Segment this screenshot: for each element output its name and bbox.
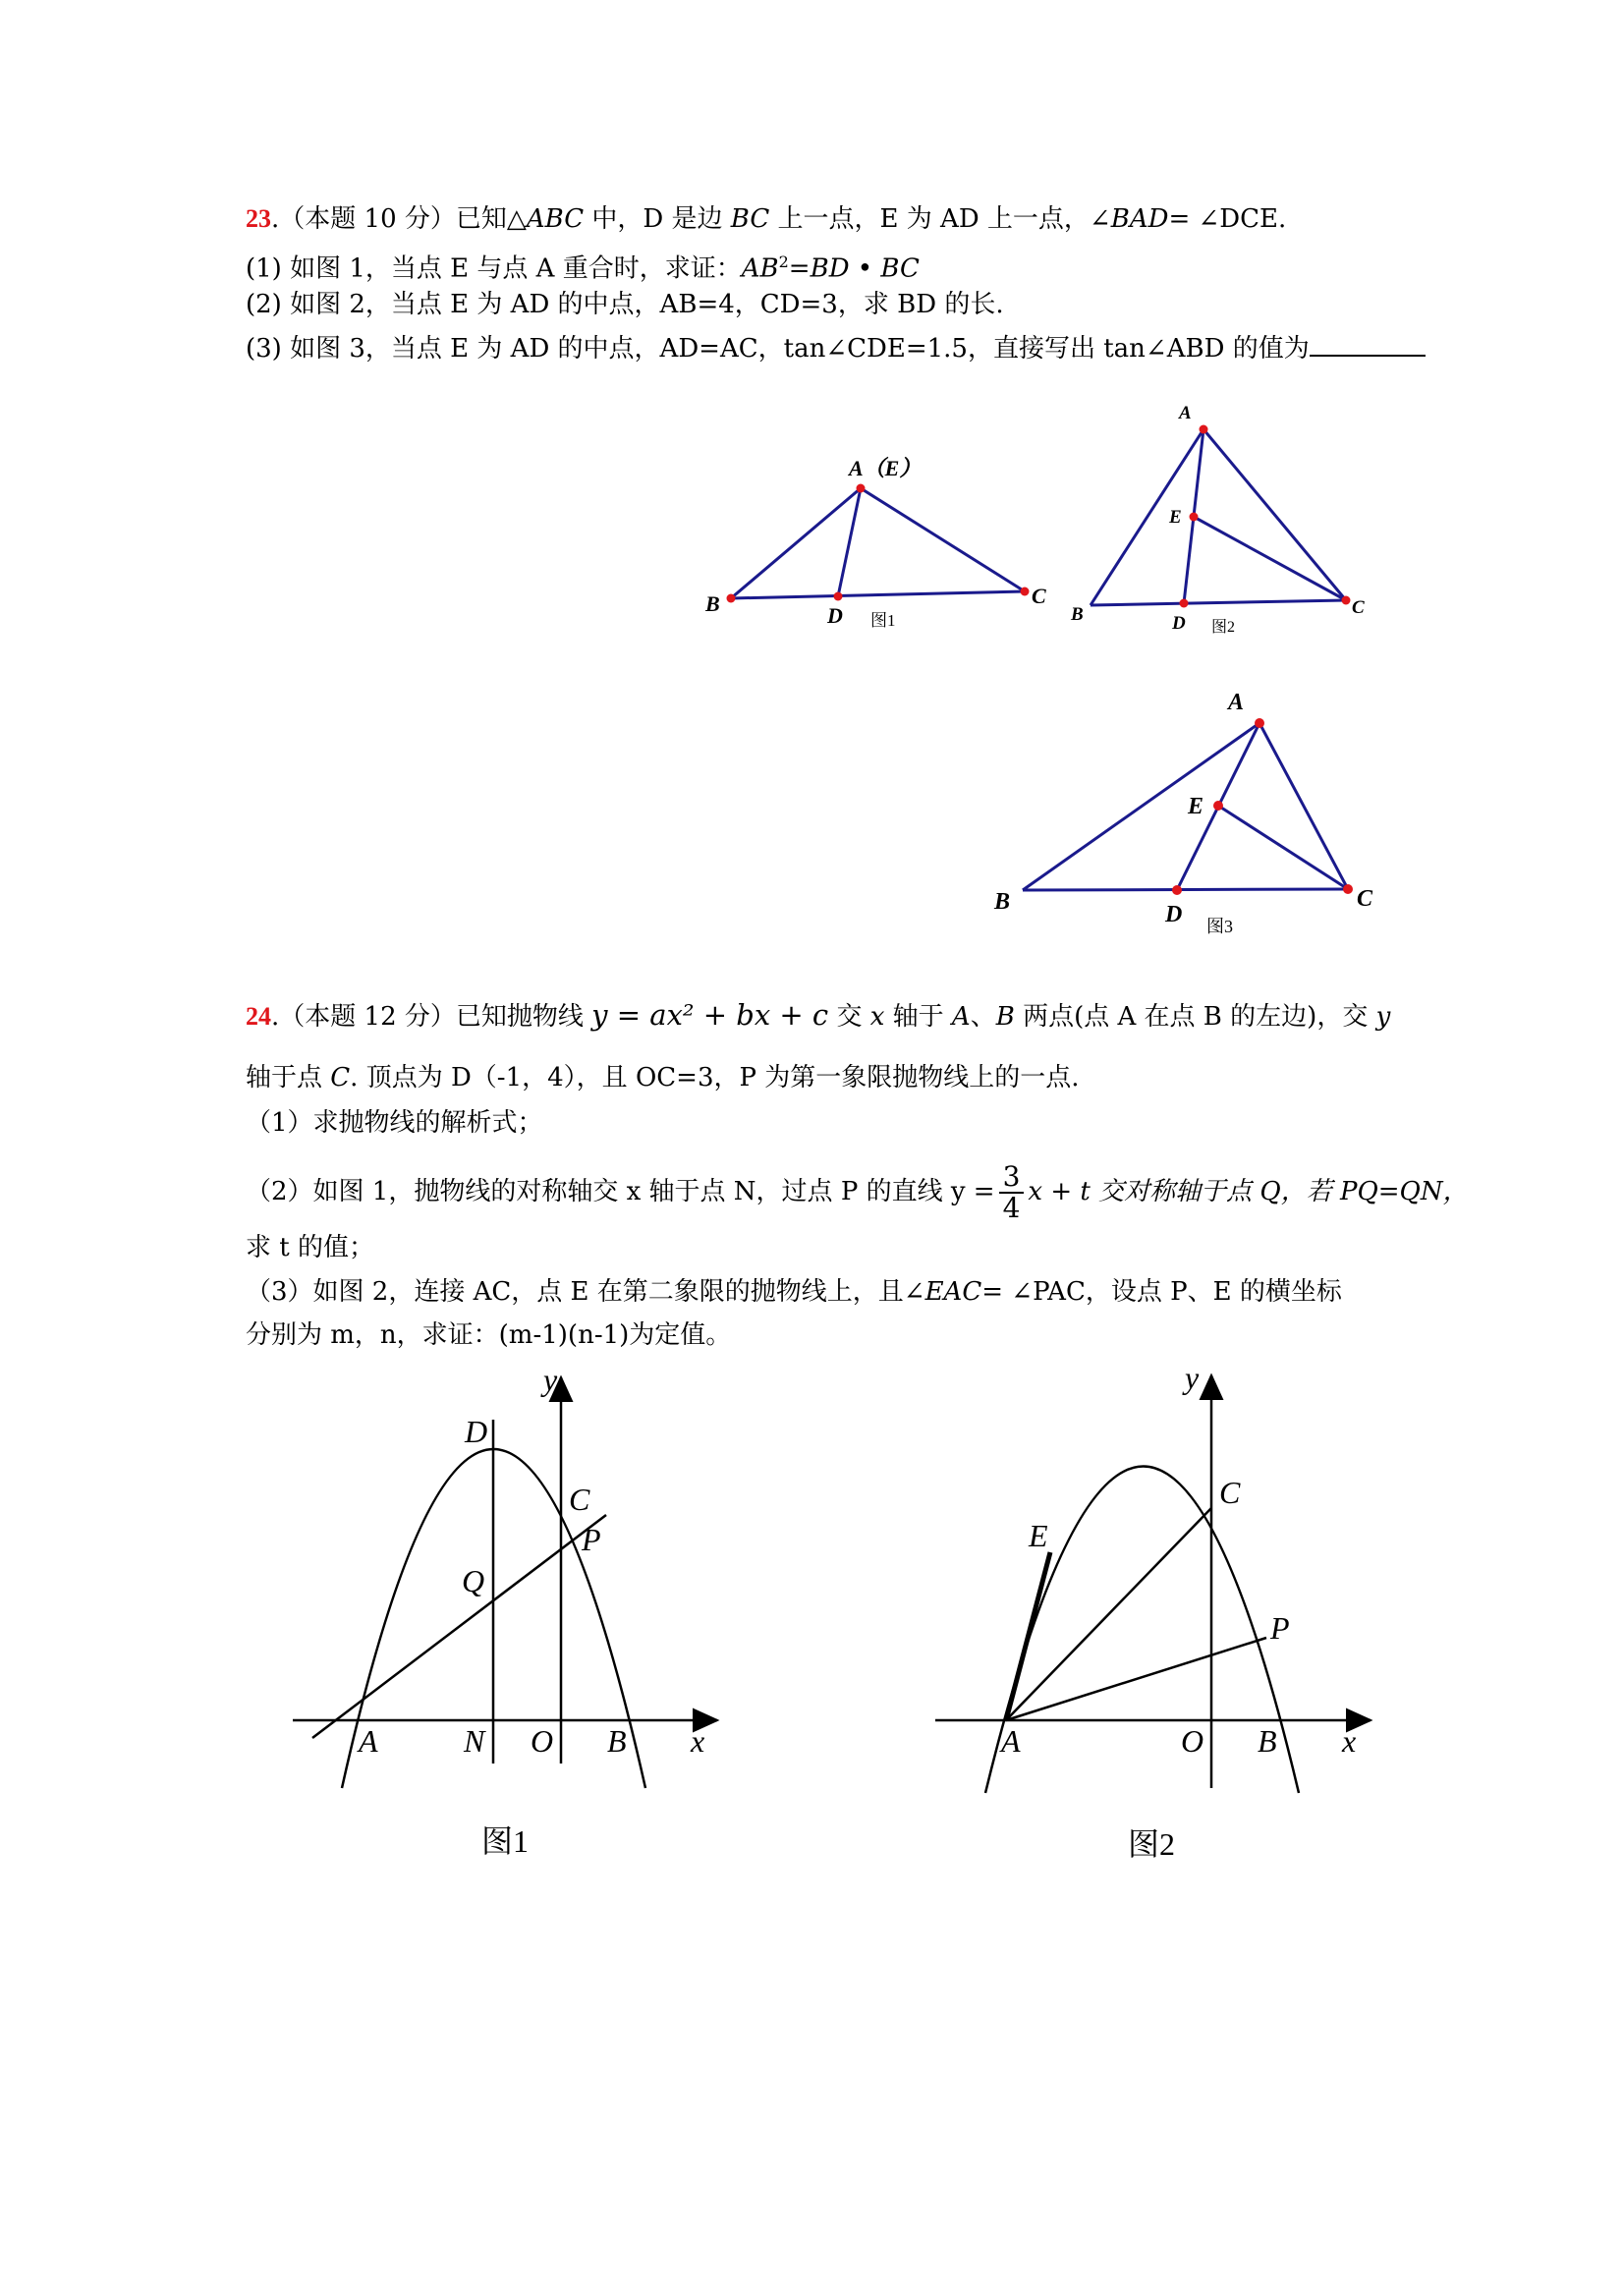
y-axis-label: y — [1185, 1360, 1200, 1395]
q24-line-6: （3）如图 2，连接 AC，点 E 在第二象限的抛物线上，且∠EAC= ∠PAC，设点 P、E 的横坐标 — [246, 1277, 1342, 1307]
fig3-caption: 图3 — [1206, 917, 1233, 936]
fraction-three-quarters: $\frac{3}{4}$ — [999, 1162, 1025, 1223]
label-C: C — [1032, 584, 1046, 608]
q24-figure-1 — [293, 1377, 717, 1788]
q23-figure-1 — [731, 488, 1025, 598]
q24-line-4: （2）如图 1，抛物线的对称轴交 x 轴于点 N，过点 P 的直线 y = $\frac{3}{4}$ x + t 交对称轴于点 Q，若 PQ=QN， — [246, 1160, 1469, 1224]
label-E: E — [1029, 1518, 1048, 1553]
q24-line-5: 求 t 的值； — [246, 1233, 374, 1262]
label-D: D — [465, 1414, 488, 1449]
fig1-caption: 图1 — [870, 611, 896, 630]
label-Q: Q — [462, 1563, 485, 1598]
segment-AE — [1006, 1552, 1050, 1720]
label-P: P — [1270, 1610, 1290, 1646]
q24-line-7: 分别为 m，n，求证：(m-1)(n-1)为定值。 — [246, 1320, 732, 1350]
label-A: A — [1001, 1723, 1021, 1759]
q23-line-1: 23.（本题 10 分）已知△ABC 中，D 是边 BC 上一点，E 为 AD 上一点，∠BAD= ∠DCE. — [246, 204, 1287, 234]
label-B: B — [607, 1723, 627, 1759]
x-axis-label: x — [1342, 1723, 1357, 1759]
parabola-formula: y = ax² + bx + c — [591, 998, 829, 1032]
label-A-E: A（E） — [849, 456, 922, 480]
x-axis-label: x — [691, 1723, 705, 1759]
q24-fig1-caption: 图1 — [481, 1823, 530, 1859]
label-D: D — [1165, 902, 1183, 927]
q23-line-4: (3) 如图 3，当点 E 为 AD 的中点，AD=AC，tan∠CDE=1.5，直接写出 tan∠ABD 的值为 — [246, 331, 1426, 365]
fig2-caption: 图2 — [1211, 619, 1236, 636]
label-C: C — [1219, 1475, 1241, 1510]
q23-figure-3 — [1023, 723, 1348, 890]
q23-line-2: (1) 如图 1，当点 E 与点 A 重合时，求证：$AB^2=BD$ • BC — [246, 252, 920, 284]
q24-number: 24 — [246, 1002, 271, 1031]
label-A: A — [1228, 690, 1245, 715]
q24-line-3: （1）求抛物线的解析式； — [246, 1108, 543, 1138]
q24-line-2: 轴于点 C. 顶点为 D（-1，4），且 OC=3，P 为第一象限抛物线上的一点. — [246, 1063, 1080, 1092]
label-E: E — [1169, 507, 1182, 528]
q23-line-3: (2) 如图 2，当点 E 为 AD 的中点，AB=4，CD=3，求 BD 的长. — [246, 290, 1004, 319]
label-P: P — [582, 1522, 601, 1557]
label-C: C — [1352, 597, 1365, 618]
label-E: E — [1188, 794, 1204, 819]
q23-number: 23 — [246, 204, 271, 233]
label-B: B — [1258, 1723, 1277, 1759]
q24-fig2-caption: 图2 — [1128, 1826, 1176, 1862]
label-A: A — [1179, 403, 1192, 423]
q24-line-1: 24.（本题 12 分）已知抛物线 y = ax² + bx + c 交 x 轴于 A、B 两点(点 A 在点 B 的左边)，交 y — [246, 998, 1391, 1032]
label-D: D — [1172, 613, 1186, 634]
q23-figure-2 — [1091, 429, 1346, 605]
q23-figure-1-points — [727, 484, 1030, 603]
label-B: B — [994, 889, 1011, 915]
label-D: D — [827, 603, 843, 628]
label-O: O — [1181, 1723, 1204, 1759]
label-A: A — [359, 1723, 378, 1759]
label-C: C — [1357, 886, 1373, 912]
label-B: B — [1071, 604, 1084, 625]
label-N: N — [464, 1723, 485, 1759]
label-B: B — [705, 591, 720, 616]
y-axis-label: y — [543, 1362, 558, 1397]
label-C: C — [569, 1482, 590, 1517]
label-O: O — [531, 1723, 554, 1759]
